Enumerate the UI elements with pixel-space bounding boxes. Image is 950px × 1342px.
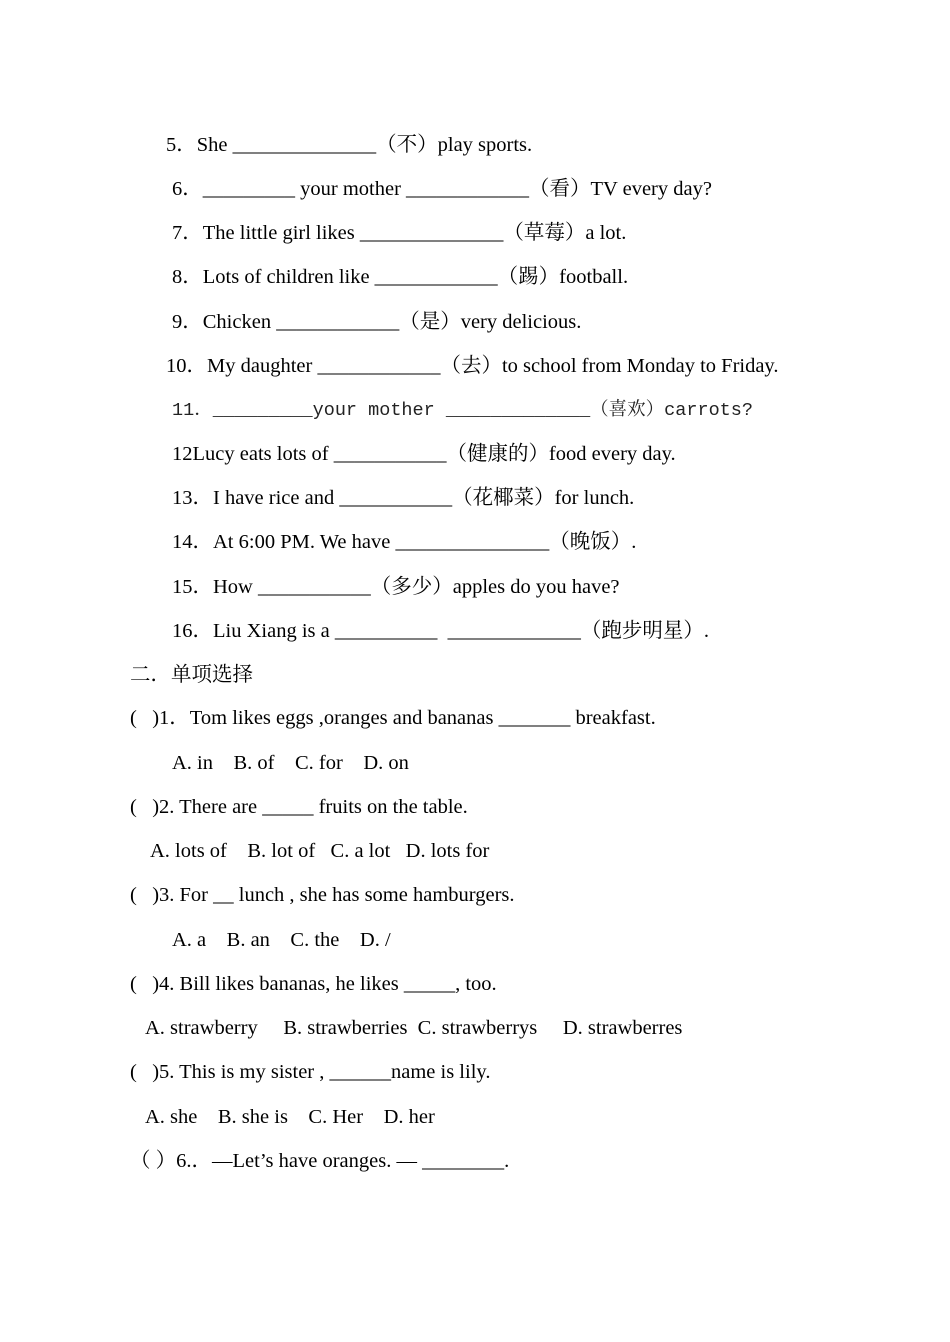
mcq-question-4: ( )4. Bill likes bananas, he likes _____, too. (130, 973, 497, 995)
mcq-options-4: A. strawberry B. strawberries C. strawberrys D. strawberres (145, 1017, 683, 1039)
fill-blank-item-10: 10．My daughter ____________（去）to school from Monday to Friday. (166, 355, 779, 377)
mcq-question-3: ( )3. For __ lunch , she has some hamburgers. (130, 884, 515, 906)
mcq-options-1: A. in B. of C. for D. on (172, 752, 409, 774)
fill-blank-item-14: 14．At 6:00 PM. We have _______________（晚饭）. (172, 531, 637, 553)
mcq-question-6: （ ）6.．—Let’s have oranges. — ________. (130, 1150, 510, 1172)
fill-blank-item-8: 8．Lots of children like ____________（踢）football. (172, 266, 629, 288)
mcq-options-2: A. lots of B. lot of C. a lot D. lots for (150, 840, 490, 862)
mcq-options-5: A. she B. she is C. Her D. her (145, 1106, 435, 1128)
fill-blank-item-7: 7．The little girl likes ______________（草莓）a lot. (172, 222, 627, 244)
mcq-question-1: ( )1．Tom likes eggs ,oranges and bananas _______ breakfast. (130, 707, 656, 729)
mcq-question-5: ( )5. This is my sister , ______name is lily. (130, 1061, 491, 1083)
fill-blank-item-15: 15．How ___________（多少）apples do you have? (172, 576, 620, 598)
mcq-options-3: A. a B. an C. the D. / (172, 929, 391, 951)
fill-blank-item-16: 16．Liu Xiang is a __________ _____________（跑步明星）. (172, 620, 709, 642)
fill-blank-item-6: 6．_________ your mother ____________（看）TV every day? (172, 178, 712, 200)
fill-blank-item-11: 11．_________your mother _____________（喜欢）carrots? (172, 400, 753, 421)
mcq-question-2: ( )2. There are _____ fruits on the table. (130, 796, 468, 818)
fill-blank-item-9: 9．Chicken ____________（是）very delicious. (172, 311, 582, 333)
fill-blank-item-5: 5．She ______________（不）play sports. (166, 134, 533, 156)
fill-blank-item-12: 12Lucy eats lots of ___________（健康的）food every day. (172, 443, 676, 465)
fill-blank-item-13: 13．I have rice and ___________（花椰菜）for lunch. (172, 487, 635, 509)
section-title: 二．单项选择 (130, 664, 253, 686)
